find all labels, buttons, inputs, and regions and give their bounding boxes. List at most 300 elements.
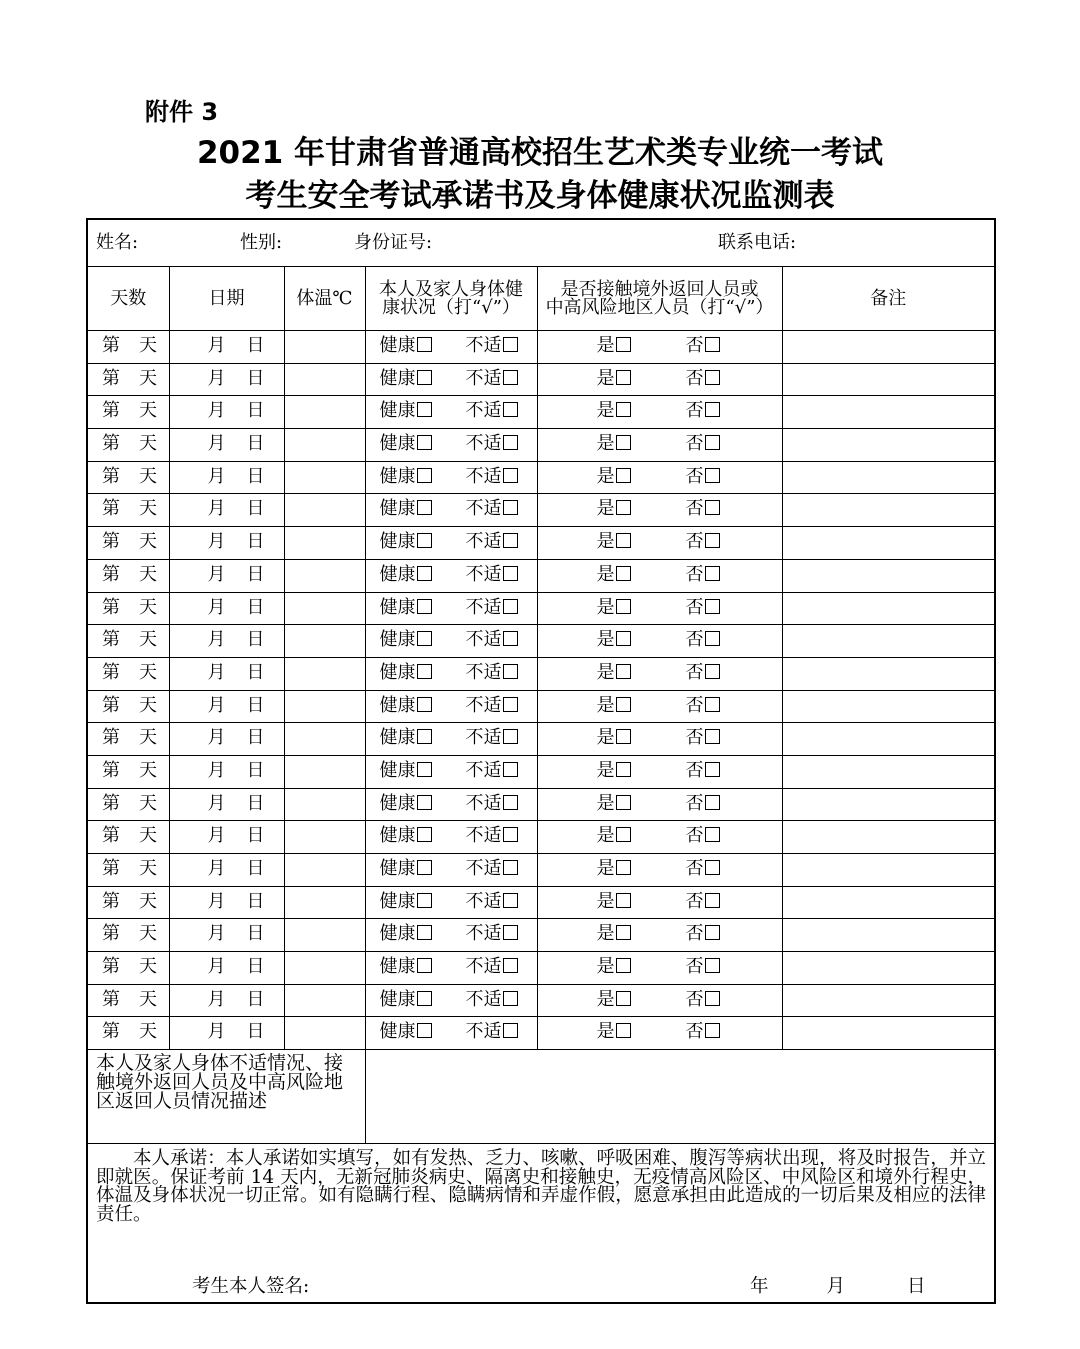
unwell-option[interactable]: 不适 bbox=[466, 893, 518, 911]
healthy-option[interactable]: 健康 bbox=[380, 762, 432, 780]
yes-checkbox[interactable] bbox=[616, 697, 631, 712]
unwell-checkbox[interactable] bbox=[503, 860, 518, 875]
date-cell[interactable] bbox=[169, 657, 284, 690]
no-option[interactable]: 否 bbox=[686, 664, 720, 682]
yes-option[interactable]: 是 bbox=[597, 925, 631, 943]
unwell-option[interactable]: 不适 bbox=[466, 533, 518, 551]
unwell-checkbox[interactable] bbox=[503, 664, 518, 679]
healthy-option[interactable]: 健康 bbox=[380, 925, 432, 943]
healthy-checkbox[interactable] bbox=[417, 566, 432, 581]
day-cell[interactable] bbox=[87, 331, 169, 364]
yes-option[interactable]: 是 bbox=[597, 337, 631, 355]
yes-option[interactable]: 是 bbox=[597, 729, 631, 747]
day-prefix: 第 bbox=[102, 759, 120, 781]
day-cell[interactable] bbox=[87, 788, 169, 821]
signature-label[interactable]: 考生本人签名: bbox=[192, 1275, 310, 1297]
yes-checkbox[interactable] bbox=[616, 533, 631, 548]
yes-option[interactable]: 是 bbox=[597, 860, 631, 878]
yes-checkbox[interactable] bbox=[616, 762, 631, 777]
yes-checkbox[interactable] bbox=[616, 795, 631, 810]
contact-cell bbox=[537, 755, 782, 788]
day-cell[interactable] bbox=[87, 952, 169, 985]
date-cell[interactable] bbox=[169, 919, 284, 952]
healthy-option[interactable]: 健康 bbox=[380, 991, 432, 1009]
unwell-option[interactable]: 不适 bbox=[466, 697, 518, 715]
healthy-option[interactable]: 健康 bbox=[380, 958, 432, 976]
header-contact-line1: 是否接触境外返回人员或 bbox=[560, 278, 759, 300]
yes-option[interactable]: 是 bbox=[597, 599, 631, 617]
healthy-checkbox[interactable] bbox=[417, 860, 432, 875]
remark-cell[interactable] bbox=[782, 984, 995, 1017]
yes-checkbox[interactable] bbox=[616, 337, 631, 352]
unwell-checkbox[interactable] bbox=[503, 1023, 518, 1038]
healthy-option[interactable]: 健康 bbox=[380, 729, 432, 747]
no-option[interactable]: 否 bbox=[686, 468, 720, 486]
no-option[interactable]: 否 bbox=[686, 795, 720, 813]
healthy-option[interactable]: 健康 bbox=[380, 697, 432, 715]
health-cell bbox=[365, 494, 537, 527]
no-option[interactable]: 否 bbox=[686, 337, 720, 355]
unwell-checkbox[interactable] bbox=[503, 762, 518, 777]
day-cell[interactable] bbox=[87, 1017, 169, 1050]
yes-checkbox[interactable] bbox=[616, 599, 631, 614]
yes-checkbox[interactable] bbox=[616, 925, 631, 940]
date-cell[interactable] bbox=[169, 494, 284, 527]
date-cell[interactable] bbox=[169, 396, 284, 429]
temperature-cell[interactable] bbox=[284, 461, 365, 494]
temperature-cell[interactable] bbox=[284, 527, 365, 560]
remark-cell[interactable] bbox=[782, 755, 995, 788]
remark-cell[interactable] bbox=[782, 1017, 995, 1050]
temperature-cell[interactable] bbox=[284, 952, 365, 985]
no-checkbox[interactable] bbox=[705, 893, 720, 908]
healthy-option[interactable]: 健康 bbox=[380, 337, 432, 355]
unwell-option[interactable]: 不适 bbox=[466, 958, 518, 976]
healthy-option[interactable]: 健康 bbox=[380, 827, 432, 845]
temperature-cell[interactable] bbox=[284, 821, 365, 854]
yes-option[interactable]: 是 bbox=[597, 827, 631, 845]
yes-checkbox[interactable] bbox=[616, 991, 631, 1006]
day-cell[interactable] bbox=[87, 494, 169, 527]
healthy-checkbox[interactable] bbox=[417, 468, 432, 483]
temperature-cell[interactable] bbox=[284, 625, 365, 658]
unwell-checkbox[interactable] bbox=[503, 468, 518, 483]
unwell-option[interactable]: 不适 bbox=[466, 500, 518, 518]
date-cell[interactable] bbox=[169, 527, 284, 560]
healthy-checkbox[interactable] bbox=[417, 435, 432, 450]
no-checkbox[interactable] bbox=[705, 402, 720, 417]
day-of-month-label: 日 bbox=[246, 923, 265, 945]
no-option[interactable]: 否 bbox=[686, 762, 720, 780]
date-cell[interactable] bbox=[169, 1017, 284, 1050]
healthy-option[interactable]: 健康 bbox=[380, 860, 432, 878]
healthy-checkbox[interactable] bbox=[417, 599, 432, 614]
unwell-option[interactable]: 不适 bbox=[466, 795, 518, 813]
no-checkbox[interactable] bbox=[705, 435, 720, 450]
contact-cell bbox=[537, 952, 782, 985]
header-health-line1: 本人及家人身体健 bbox=[379, 278, 523, 300]
table-row bbox=[87, 461, 995, 494]
healthy-option[interactable]: 健康 bbox=[380, 402, 432, 420]
unwell-option[interactable]: 不适 bbox=[466, 435, 518, 453]
unwell-option[interactable]: 不适 bbox=[466, 827, 518, 845]
temperature-cell[interactable] bbox=[284, 396, 365, 429]
yes-checkbox[interactable] bbox=[616, 631, 631, 646]
day-cell[interactable] bbox=[87, 461, 169, 494]
day-prefix: 第 bbox=[102, 465, 120, 487]
unwell-option[interactable]: 不适 bbox=[466, 1023, 518, 1041]
no-option[interactable]: 否 bbox=[686, 991, 720, 1009]
healthy-checkbox[interactable] bbox=[417, 402, 432, 417]
remark-cell[interactable] bbox=[782, 494, 995, 527]
no-checkbox[interactable] bbox=[705, 958, 720, 973]
unwell-checkbox[interactable] bbox=[503, 729, 518, 744]
temperature-cell[interactable] bbox=[284, 723, 365, 756]
healthy-checkbox[interactable] bbox=[417, 893, 432, 908]
no-checkbox[interactable] bbox=[705, 925, 720, 940]
yes-option[interactable]: 是 bbox=[597, 435, 631, 453]
healthy-checkbox[interactable] bbox=[417, 500, 432, 515]
day-of-month-label: 日 bbox=[246, 629, 265, 651]
remark-cell[interactable] bbox=[782, 886, 995, 919]
no-option[interactable]: 否 bbox=[686, 435, 720, 453]
day-cell[interactable] bbox=[87, 854, 169, 887]
date-cell[interactable] bbox=[169, 559, 284, 592]
temperature-cell[interactable] bbox=[284, 886, 365, 919]
no-option[interactable]: 否 bbox=[686, 631, 720, 649]
remark-cell[interactable] bbox=[782, 690, 995, 723]
healthy-checkbox[interactable] bbox=[417, 958, 432, 973]
unwell-checkbox[interactable] bbox=[503, 925, 518, 940]
unwell-option[interactable]: 不适 bbox=[466, 370, 518, 388]
yes-checkbox[interactable] bbox=[616, 370, 631, 385]
no-checkbox[interactable] bbox=[705, 697, 720, 712]
day-cell[interactable] bbox=[87, 755, 169, 788]
healthy-checkbox[interactable] bbox=[417, 729, 432, 744]
date-cell[interactable] bbox=[169, 461, 284, 494]
healthy-checkbox[interactable] bbox=[417, 697, 432, 712]
health-cell bbox=[365, 755, 537, 788]
healthy-option[interactable]: 健康 bbox=[380, 1023, 432, 1041]
no-checkbox[interactable] bbox=[705, 1023, 720, 1038]
remark-cell[interactable] bbox=[782, 657, 995, 690]
contact-cell bbox=[537, 919, 782, 952]
day-of-month-label: 日 bbox=[246, 465, 265, 487]
temperature-cell[interactable] bbox=[284, 657, 365, 690]
unwell-checkbox[interactable] bbox=[503, 435, 518, 450]
remark-cell[interactable] bbox=[782, 854, 995, 887]
yes-option[interactable]: 是 bbox=[597, 631, 631, 649]
remark-cell[interactable] bbox=[782, 559, 995, 592]
healthy-checkbox[interactable] bbox=[417, 631, 432, 646]
unwell-checkbox[interactable] bbox=[503, 402, 518, 417]
healthy-option[interactable]: 健康 bbox=[380, 795, 432, 813]
day-cell[interactable] bbox=[87, 886, 169, 919]
day-cell[interactable] bbox=[87, 657, 169, 690]
date-cell[interactable] bbox=[169, 363, 284, 396]
unwell-checkbox[interactable] bbox=[503, 599, 518, 614]
no-checkbox[interactable] bbox=[705, 468, 720, 483]
unwell-checkbox[interactable] bbox=[503, 631, 518, 646]
date-cell[interactable] bbox=[169, 592, 284, 625]
health-cell bbox=[365, 984, 537, 1017]
no-option[interactable]: 否 bbox=[686, 827, 720, 845]
yes-option[interactable]: 是 bbox=[597, 566, 631, 584]
yes-option[interactable]: 是 bbox=[597, 762, 631, 780]
date-month-label: 月 bbox=[826, 1275, 846, 1297]
health-cell bbox=[365, 331, 537, 364]
table-row bbox=[87, 363, 995, 396]
date-cell[interactable] bbox=[169, 854, 284, 887]
yes-option[interactable]: 是 bbox=[597, 468, 631, 486]
day-cell[interactable] bbox=[87, 527, 169, 560]
remark-cell[interactable] bbox=[782, 821, 995, 854]
date-cell[interactable] bbox=[169, 723, 284, 756]
unwell-checkbox[interactable] bbox=[503, 370, 518, 385]
day-cell[interactable] bbox=[87, 821, 169, 854]
date-cell[interactable] bbox=[169, 690, 284, 723]
day-cell[interactable] bbox=[87, 363, 169, 396]
description-field[interactable] bbox=[365, 1050, 995, 1144]
unwell-option[interactable]: 不适 bbox=[466, 599, 518, 617]
temperature-cell[interactable] bbox=[284, 984, 365, 1017]
remark-cell[interactable] bbox=[782, 788, 995, 821]
yes-option[interactable]: 是 bbox=[597, 533, 631, 551]
table-row bbox=[87, 625, 995, 658]
no-option[interactable]: 否 bbox=[686, 402, 720, 420]
healthy-checkbox[interactable] bbox=[417, 337, 432, 352]
no-option[interactable]: 否 bbox=[686, 893, 720, 911]
remark-cell[interactable] bbox=[782, 461, 995, 494]
day-cell[interactable] bbox=[87, 919, 169, 952]
unwell-option[interactable]: 不适 bbox=[466, 729, 518, 747]
remark-cell[interactable] bbox=[782, 625, 995, 658]
month-label: 月 bbox=[207, 433, 226, 455]
temperature-cell[interactable] bbox=[284, 592, 365, 625]
id-number-field-label[interactable]: 身份证号: bbox=[354, 232, 433, 253]
unwell-checkbox[interactable] bbox=[503, 533, 518, 548]
unwell-checkbox[interactable] bbox=[503, 697, 518, 712]
unwell-checkbox[interactable] bbox=[503, 337, 518, 352]
unwell-option[interactable]: 不适 bbox=[466, 860, 518, 878]
temperature-cell[interactable] bbox=[284, 919, 365, 952]
healthy-checkbox[interactable] bbox=[417, 991, 432, 1006]
healthy-option[interactable]: 健康 bbox=[380, 631, 432, 649]
unwell-checkbox[interactable] bbox=[503, 795, 518, 810]
yes-checkbox[interactable] bbox=[616, 402, 631, 417]
no-option[interactable]: 否 bbox=[686, 925, 720, 943]
temperature-cell[interactable] bbox=[284, 690, 365, 723]
healthy-option[interactable]: 健康 bbox=[380, 370, 432, 388]
temperature-cell[interactable] bbox=[284, 429, 365, 462]
no-checkbox[interactable] bbox=[705, 599, 720, 614]
no-option[interactable]: 否 bbox=[686, 697, 720, 715]
month-label: 月 bbox=[207, 1021, 226, 1043]
temperature-cell[interactable] bbox=[284, 559, 365, 592]
unwell-checkbox[interactable] bbox=[503, 958, 518, 973]
remark-cell[interactable] bbox=[782, 723, 995, 756]
remark-cell[interactable] bbox=[782, 952, 995, 985]
no-option[interactable]: 否 bbox=[686, 533, 720, 551]
day-of-month-label: 日 bbox=[246, 531, 265, 553]
unwell-checkbox[interactable] bbox=[503, 893, 518, 908]
healthy-option[interactable]: 健康 bbox=[380, 599, 432, 617]
unwell-checkbox[interactable] bbox=[503, 991, 518, 1006]
day-cell[interactable] bbox=[87, 984, 169, 1017]
unwell-option[interactable]: 不适 bbox=[466, 402, 518, 420]
day-cell[interactable] bbox=[87, 723, 169, 756]
healthy-checkbox[interactable] bbox=[417, 795, 432, 810]
table-row bbox=[87, 755, 995, 788]
yes-option[interactable]: 是 bbox=[597, 958, 631, 976]
phone-field-label[interactable]: 联系电话: bbox=[718, 232, 797, 253]
yes-checkbox[interactable] bbox=[616, 893, 631, 908]
healthy-checkbox[interactable] bbox=[417, 664, 432, 679]
no-checkbox[interactable] bbox=[705, 337, 720, 352]
day-cell[interactable] bbox=[87, 592, 169, 625]
healthy-option[interactable]: 健康 bbox=[380, 533, 432, 551]
yes-option[interactable]: 是 bbox=[597, 795, 631, 813]
yes-checkbox[interactable] bbox=[616, 468, 631, 483]
temperature-cell[interactable] bbox=[284, 494, 365, 527]
remark-cell[interactable] bbox=[782, 592, 995, 625]
healthy-checkbox[interactable] bbox=[417, 1023, 432, 1038]
unwell-checkbox[interactable] bbox=[503, 500, 518, 515]
name-field-label[interactable]: 姓名: bbox=[96, 232, 139, 253]
yes-option[interactable]: 是 bbox=[597, 697, 631, 715]
no-checkbox[interactable] bbox=[705, 566, 720, 581]
healthy-checkbox[interactable] bbox=[417, 827, 432, 842]
yes-checkbox[interactable] bbox=[616, 1023, 631, 1038]
temperature-cell[interactable] bbox=[284, 331, 365, 364]
no-option[interactable]: 否 bbox=[686, 599, 720, 617]
no-checkbox[interactable] bbox=[705, 370, 720, 385]
day-of-month-label: 日 bbox=[246, 563, 265, 585]
unwell-option[interactable]: 不适 bbox=[466, 991, 518, 1009]
yes-checkbox[interactable] bbox=[616, 729, 631, 744]
no-option[interactable]: 否 bbox=[686, 958, 720, 976]
date-cell[interactable] bbox=[169, 984, 284, 1017]
healthy-option[interactable]: 健康 bbox=[380, 435, 432, 453]
no-option[interactable]: 否 bbox=[686, 370, 720, 388]
healthy-option[interactable]: 健康 bbox=[380, 500, 432, 518]
healthy-checkbox[interactable] bbox=[417, 925, 432, 940]
remark-cell[interactable] bbox=[782, 919, 995, 952]
yes-option[interactable]: 是 bbox=[597, 991, 631, 1009]
yes-option[interactable]: 是 bbox=[597, 500, 631, 518]
unwell-option[interactable]: 不适 bbox=[466, 664, 518, 682]
temperature-cell[interactable] bbox=[284, 363, 365, 396]
no-option[interactable]: 否 bbox=[686, 729, 720, 747]
date-cell[interactable] bbox=[169, 755, 284, 788]
yes-checkbox[interactable] bbox=[616, 566, 631, 581]
no-checkbox[interactable] bbox=[705, 991, 720, 1006]
table-row bbox=[87, 723, 995, 756]
unwell-checkbox[interactable] bbox=[503, 566, 518, 581]
day-cell[interactable] bbox=[87, 690, 169, 723]
healthy-option[interactable]: 健康 bbox=[380, 664, 432, 682]
no-checkbox[interactable] bbox=[705, 762, 720, 777]
unwell-option[interactable]: 不适 bbox=[466, 631, 518, 649]
remark-cell[interactable] bbox=[782, 396, 995, 429]
date-cell[interactable] bbox=[169, 952, 284, 985]
no-checkbox[interactable] bbox=[705, 533, 720, 548]
unwell-option[interactable]: 不适 bbox=[466, 762, 518, 780]
health-cell bbox=[365, 723, 537, 756]
yes-checkbox[interactable] bbox=[616, 435, 631, 450]
remark-cell[interactable] bbox=[782, 363, 995, 396]
header-contact-status bbox=[537, 267, 782, 331]
date-cell[interactable] bbox=[169, 886, 284, 919]
day-of-month-label: 日 bbox=[246, 1021, 265, 1043]
signature-date[interactable] bbox=[750, 1275, 926, 1297]
temperature-cell[interactable] bbox=[284, 788, 365, 821]
date-cell[interactable] bbox=[169, 821, 284, 854]
date-cell[interactable] bbox=[169, 788, 284, 821]
day-suffix: 天 bbox=[139, 694, 157, 716]
no-option[interactable]: 否 bbox=[686, 500, 720, 518]
unwell-option[interactable]: 不适 bbox=[466, 925, 518, 943]
day-prefix: 第 bbox=[102, 563, 120, 585]
yes-checkbox[interactable] bbox=[616, 664, 631, 679]
day-cell[interactable] bbox=[87, 625, 169, 658]
unwell-option[interactable]: 不适 bbox=[466, 337, 518, 355]
yes-option[interactable]: 是 bbox=[597, 370, 631, 388]
healthy-option[interactable]: 健康 bbox=[380, 893, 432, 911]
healthy-checkbox[interactable] bbox=[417, 370, 432, 385]
temperature-cell[interactable] bbox=[284, 755, 365, 788]
day-cell[interactable] bbox=[87, 559, 169, 592]
healthy-option[interactable]: 健康 bbox=[380, 468, 432, 486]
unwell-option[interactable]: 不适 bbox=[466, 566, 518, 584]
no-checkbox[interactable] bbox=[705, 631, 720, 646]
yes-option[interactable]: 是 bbox=[597, 402, 631, 420]
yes-checkbox[interactable] bbox=[616, 827, 631, 842]
yes-checkbox[interactable] bbox=[616, 500, 631, 515]
yes-checkbox[interactable] bbox=[616, 860, 631, 875]
date-cell[interactable] bbox=[169, 625, 284, 658]
remark-cell[interactable] bbox=[782, 331, 995, 364]
no-option[interactable]: 否 bbox=[686, 566, 720, 584]
no-checkbox[interactable] bbox=[705, 729, 720, 744]
unwell-checkbox[interactable] bbox=[503, 827, 518, 842]
yes-option[interactable]: 是 bbox=[597, 893, 631, 911]
no-option[interactable]: 否 bbox=[686, 1023, 720, 1041]
healthy-checkbox[interactable] bbox=[417, 762, 432, 777]
date-cell[interactable] bbox=[169, 331, 284, 364]
no-checkbox[interactable] bbox=[705, 500, 720, 515]
temperature-cell[interactable] bbox=[284, 1017, 365, 1050]
healthy-option[interactable]: 健康 bbox=[380, 566, 432, 584]
remark-cell[interactable] bbox=[782, 527, 995, 560]
day-cell[interactable] bbox=[87, 429, 169, 462]
unwell-option[interactable]: 不适 bbox=[466, 468, 518, 486]
gender-field-label[interactable]: 性别: bbox=[240, 232, 283, 253]
healthy-checkbox[interactable] bbox=[417, 533, 432, 548]
date-cell[interactable] bbox=[169, 429, 284, 462]
no-checkbox[interactable] bbox=[705, 795, 720, 810]
yes-checkbox[interactable] bbox=[616, 958, 631, 973]
yes-option[interactable]: 是 bbox=[597, 664, 631, 682]
temperature-cell[interactable] bbox=[284, 854, 365, 887]
no-checkbox[interactable] bbox=[705, 827, 720, 842]
day-cell[interactable] bbox=[87, 396, 169, 429]
no-option[interactable]: 否 bbox=[686, 860, 720, 878]
yes-option[interactable]: 是 bbox=[597, 1023, 631, 1041]
remark-cell[interactable] bbox=[782, 429, 995, 462]
no-checkbox[interactable] bbox=[705, 860, 720, 875]
no-checkbox[interactable] bbox=[705, 664, 720, 679]
